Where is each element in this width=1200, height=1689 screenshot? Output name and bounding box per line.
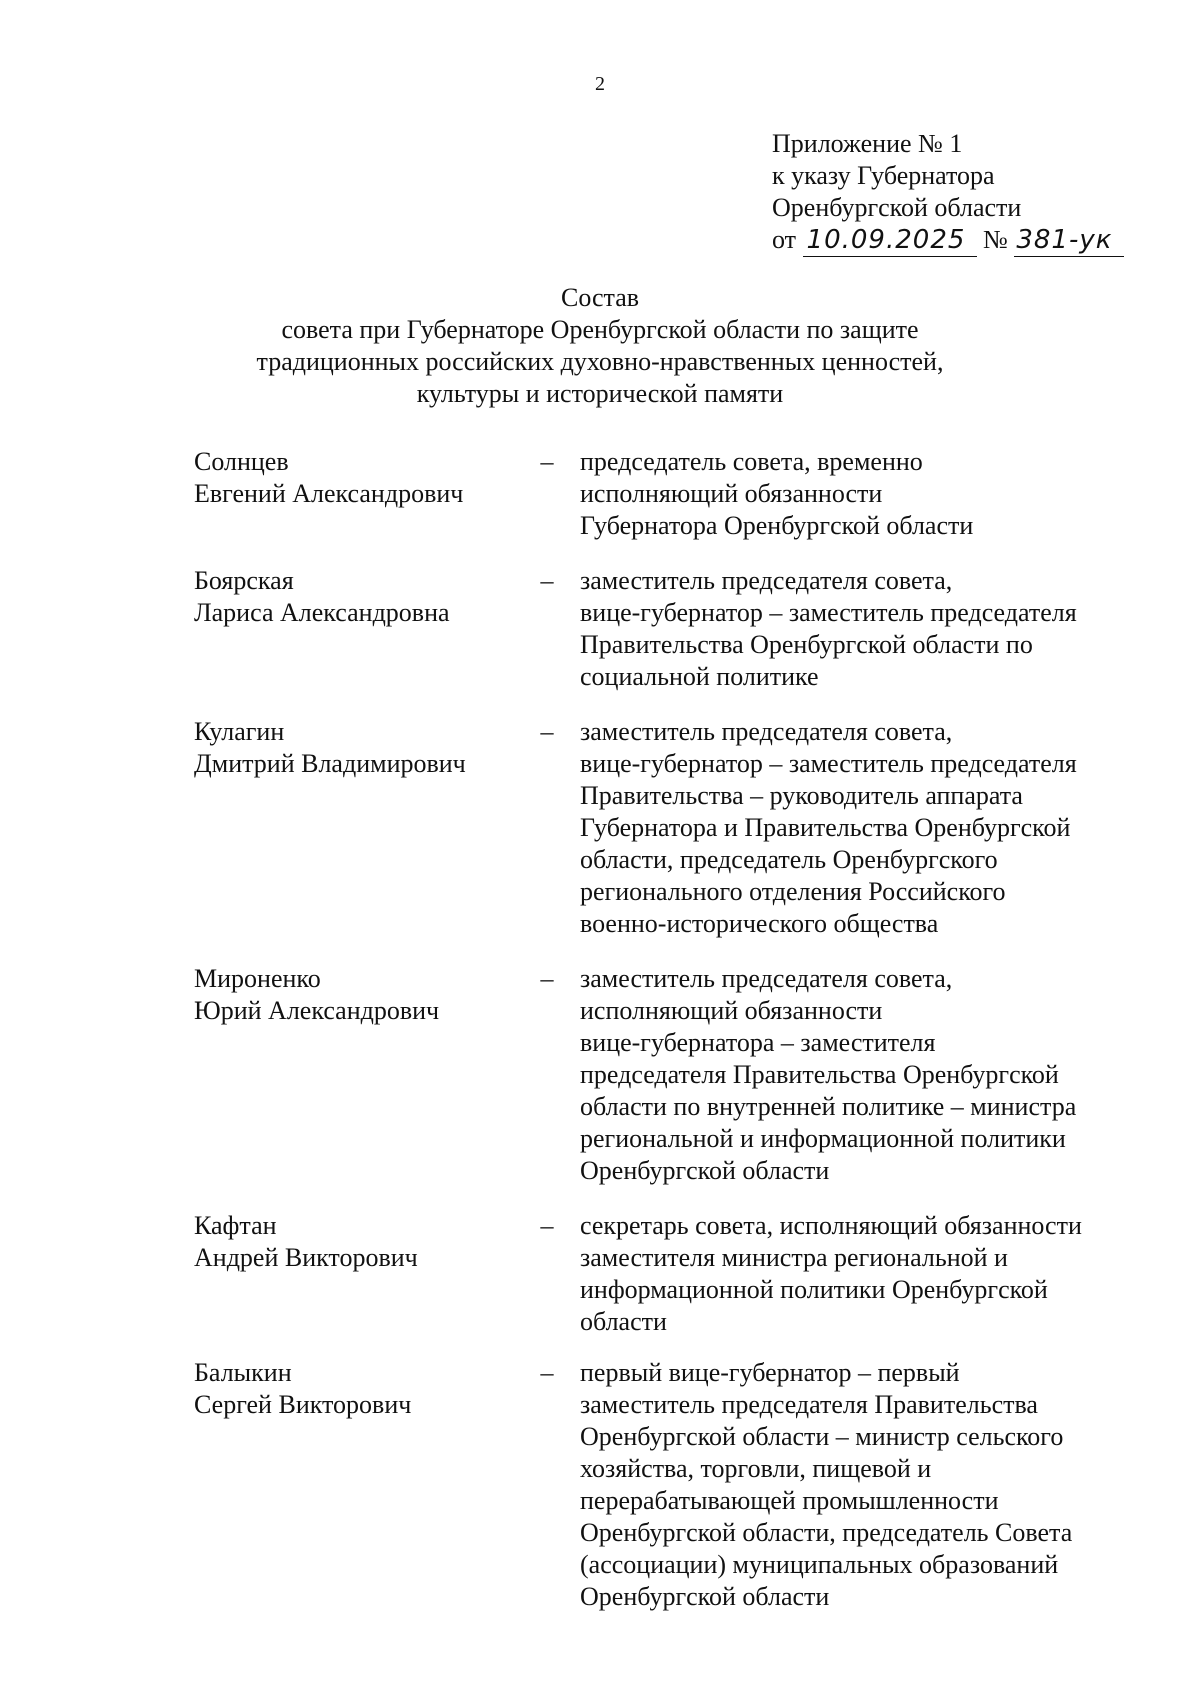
role-line: Губернатора и Правительства Оренбургской <box>580 813 1071 842</box>
document-title <box>0 282 1200 410</box>
member-given-names: Юрий Александрович <box>194 996 440 1025</box>
title-line: совета при Губернаторе Оренбургской области по защите <box>281 315 919 344</box>
role-line: области по внутренней политике – министра <box>580 1092 1077 1121</box>
appendix-header <box>772 128 1172 257</box>
role-line: Оренбургской области – министр сельского <box>580 1422 1064 1451</box>
role-line: вице-губернатор – заместитель председателя <box>580 598 1077 627</box>
date-prefix: от <box>772 225 797 254</box>
role-line: заместитель председателя Правительства <box>580 1390 1038 1419</box>
member-name <box>194 565 524 629</box>
role-line: Правительства Оренбургской области по <box>580 630 1033 659</box>
member-dash: – <box>540 1211 554 1240</box>
member-given-names: Евгений Александрович <box>194 479 464 508</box>
member-dash: – <box>540 1358 554 1387</box>
role-line: заместителя министра региональной и <box>580 1243 1008 1272</box>
member-role <box>580 446 1160 542</box>
role-line: Оренбургской области, председатель Совета <box>580 1518 1073 1547</box>
role-line: Губернатора Оренбургской области <box>580 511 974 540</box>
role-line: информационной политики Оренбургской <box>580 1275 1048 1304</box>
role-line: заместитель председателя совета, <box>580 566 953 595</box>
member-dash: – <box>540 566 554 595</box>
member-name <box>194 963 524 1027</box>
member-role <box>580 716 1160 940</box>
role-line: заместитель председателя совета, <box>580 964 953 993</box>
role-line: области, председатель Оренбургского <box>580 845 998 874</box>
member-name <box>194 716 524 780</box>
member-surname: Кафтан <box>194 1211 277 1240</box>
member-name <box>194 1357 524 1421</box>
member-given-names: Дмитрий Владимирович <box>194 749 466 778</box>
role-line: первый вице-губернатор – первый <box>580 1358 960 1387</box>
role-line: Правительства – руководитель аппарата <box>580 781 1023 810</box>
role-line: вице-губернатор – заместитель председателя <box>580 749 1077 778</box>
page-number: 2 <box>595 73 605 95</box>
title-line: культуры и исторической памяти <box>416 379 784 408</box>
member-dash: – <box>540 964 554 993</box>
appendix-line: к указу Губернатора <box>772 161 995 190</box>
member-surname: Кулагин <box>194 717 285 746</box>
member-role <box>580 565 1160 693</box>
member-role <box>580 963 1160 1187</box>
role-line: председателя Правительства Оренбургской <box>580 1060 1059 1089</box>
role-line: секретарь совета, исполняющий обязанности <box>580 1211 1082 1240</box>
number-prefix: № <box>983 225 1008 254</box>
member-given-names: Лариса Александровна <box>194 598 450 627</box>
role-line: Оренбургской области <box>580 1582 830 1611</box>
role-line: перерабатывающей промышленности <box>580 1486 999 1515</box>
member-role <box>580 1210 1160 1338</box>
role-line: (ассоциации) муниципальных образований <box>580 1550 1059 1579</box>
role-line: региональной и информационной политики <box>580 1124 1066 1153</box>
role-line: председатель совета, временно <box>580 447 923 476</box>
appendix-line: Приложение № 1 <box>772 129 963 158</box>
role-line: Оренбургской области <box>580 1156 830 1185</box>
member-dash: – <box>540 717 554 746</box>
member-surname: Мироненко <box>194 964 321 993</box>
handwritten-number: 381-ук <box>1016 225 1113 255</box>
role-line: исполняющий обязанности <box>580 996 883 1025</box>
role-line: социальной политике <box>580 662 819 691</box>
title-line: традиционных российских духовно-нравственных ценностей, <box>256 347 944 376</box>
member-given-names: Андрей Викторович <box>194 1243 418 1272</box>
member-surname: Солнцев <box>194 447 289 476</box>
role-line: хозяйства, торговли, пищевой и <box>580 1454 932 1483</box>
member-name <box>194 446 524 510</box>
member-name <box>194 1210 524 1274</box>
role-line: исполняющий обязанности <box>580 479 883 508</box>
member-role <box>580 1357 1160 1613</box>
appendix-date-line <box>772 224 1172 257</box>
handwritten-date: 10.09.2025 <box>806 225 966 255</box>
role-line: военно-исторического общества <box>580 909 939 938</box>
title-heading: Состав <box>560 283 640 312</box>
member-surname: Боярская <box>194 566 294 595</box>
member-surname: Балыкин <box>194 1358 292 1387</box>
date-field <box>803 224 977 257</box>
role-line: регионального отделения Российского <box>580 877 1006 906</box>
member-dash: – <box>540 447 554 476</box>
appendix-line: Оренбургской области <box>772 193 1022 222</box>
number-field <box>1014 224 1124 257</box>
role-line: области <box>580 1307 667 1336</box>
role-line: вице-губернатора – заместителя <box>580 1028 936 1057</box>
member-given-names: Сергей Викторович <box>194 1390 412 1419</box>
role-line: заместитель председателя совета, <box>580 717 953 746</box>
